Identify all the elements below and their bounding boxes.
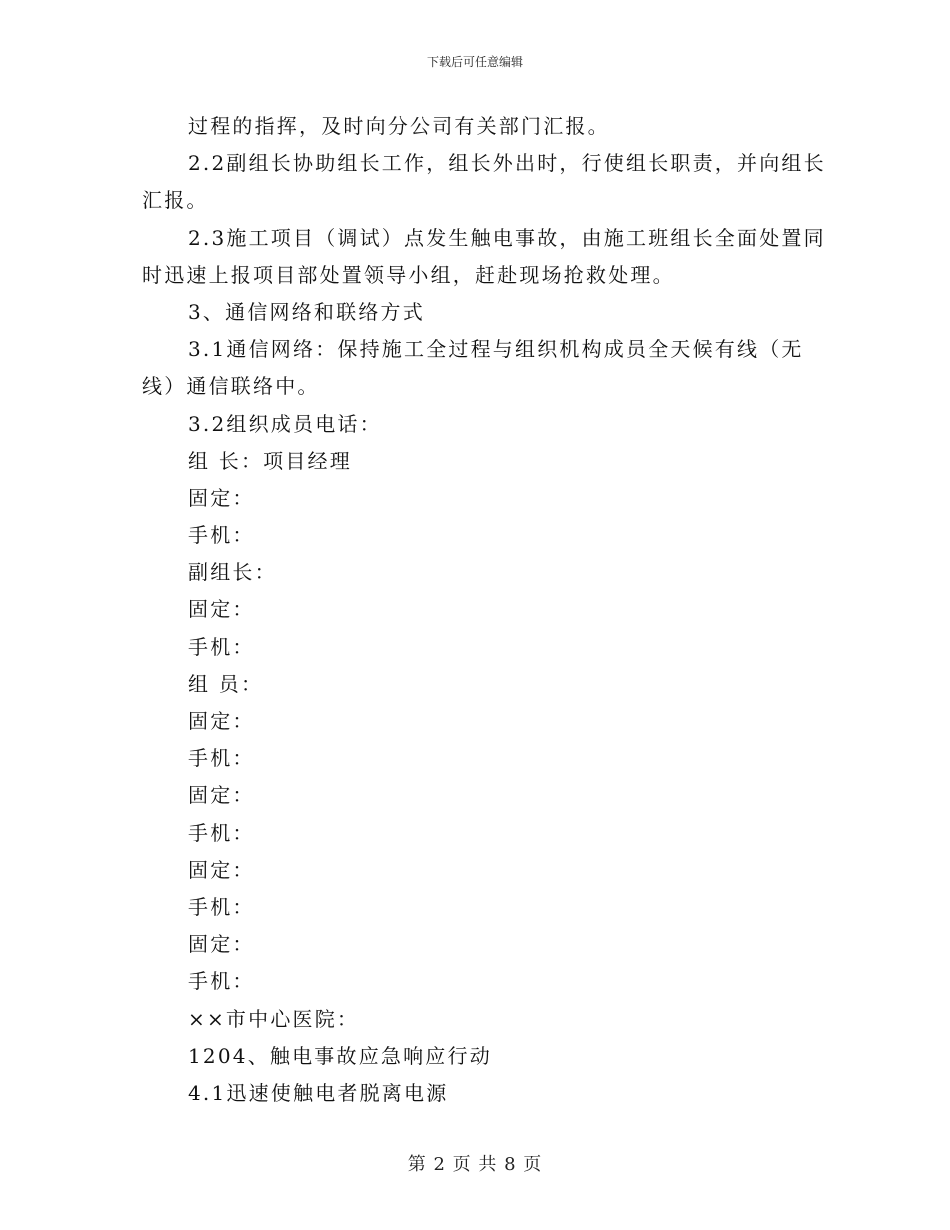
contact-mobile: 手机：: [188, 746, 255, 771]
contact-landline: 固定：: [188, 597, 255, 622]
contact-mobile: 手机：: [188, 969, 255, 994]
contact-mobile: 手机：: [188, 820, 255, 845]
contact-landline: 固定：: [188, 709, 255, 733]
contact-role: 副组长：: [188, 560, 277, 585]
contact-landline: 固定：: [188, 857, 255, 882]
subsection-heading: 4.1迅速使触电者脱离电源: [188, 1080, 449, 1105]
hospital-contact: ××市中心医院：: [188, 1006, 360, 1031]
contact-mobile: 手机：: [188, 523, 255, 548]
document-body: [142, 108, 826, 1112]
paragraph-line: 时迅速上报项目部处置领导小组，赶赴现场抢救处理。: [142, 262, 675, 287]
contact-mobile: 手机：: [188, 894, 255, 919]
contact-role: 组 员：: [188, 671, 264, 696]
paragraph-line: 过程的指挥，及时向分公司有关部门汇报。: [188, 114, 610, 138]
section-heading: 1204、触电事故应急响应行动: [188, 1043, 492, 1068]
section-heading: 3、通信网络和联络方式: [188, 299, 425, 324]
contact-landline: 固定：: [188, 783, 255, 808]
paragraph-line: 汇报。: [142, 188, 209, 213]
contact-mobile: 手机：: [188, 634, 255, 659]
page-number: 第 2 页 共 8 页: [407, 1154, 543, 1175]
contact-landline: 固定：: [188, 932, 255, 957]
paragraph-line: 2.3施工项目（调试）点发生触电事故，由施工班组长全面处置同: [188, 225, 826, 250]
page-header: 下载后可任意编辑: [426, 55, 523, 69]
paragraph-line: 3.1通信网络：保持施工全过程与组织机构成员全天候有线（无: [188, 337, 804, 362]
paragraph-line: 线）通信联络中。: [142, 374, 320, 399]
contact-landline: 固定：: [188, 485, 255, 510]
contact-role: 组 长：项目经理: [188, 448, 352, 473]
paragraph-line: 2.2副组长协助组长工作，组长外出时，行使组长职责，并向组长: [188, 151, 826, 176]
paragraph-line: 3.2组织成员电话：: [188, 411, 382, 436]
